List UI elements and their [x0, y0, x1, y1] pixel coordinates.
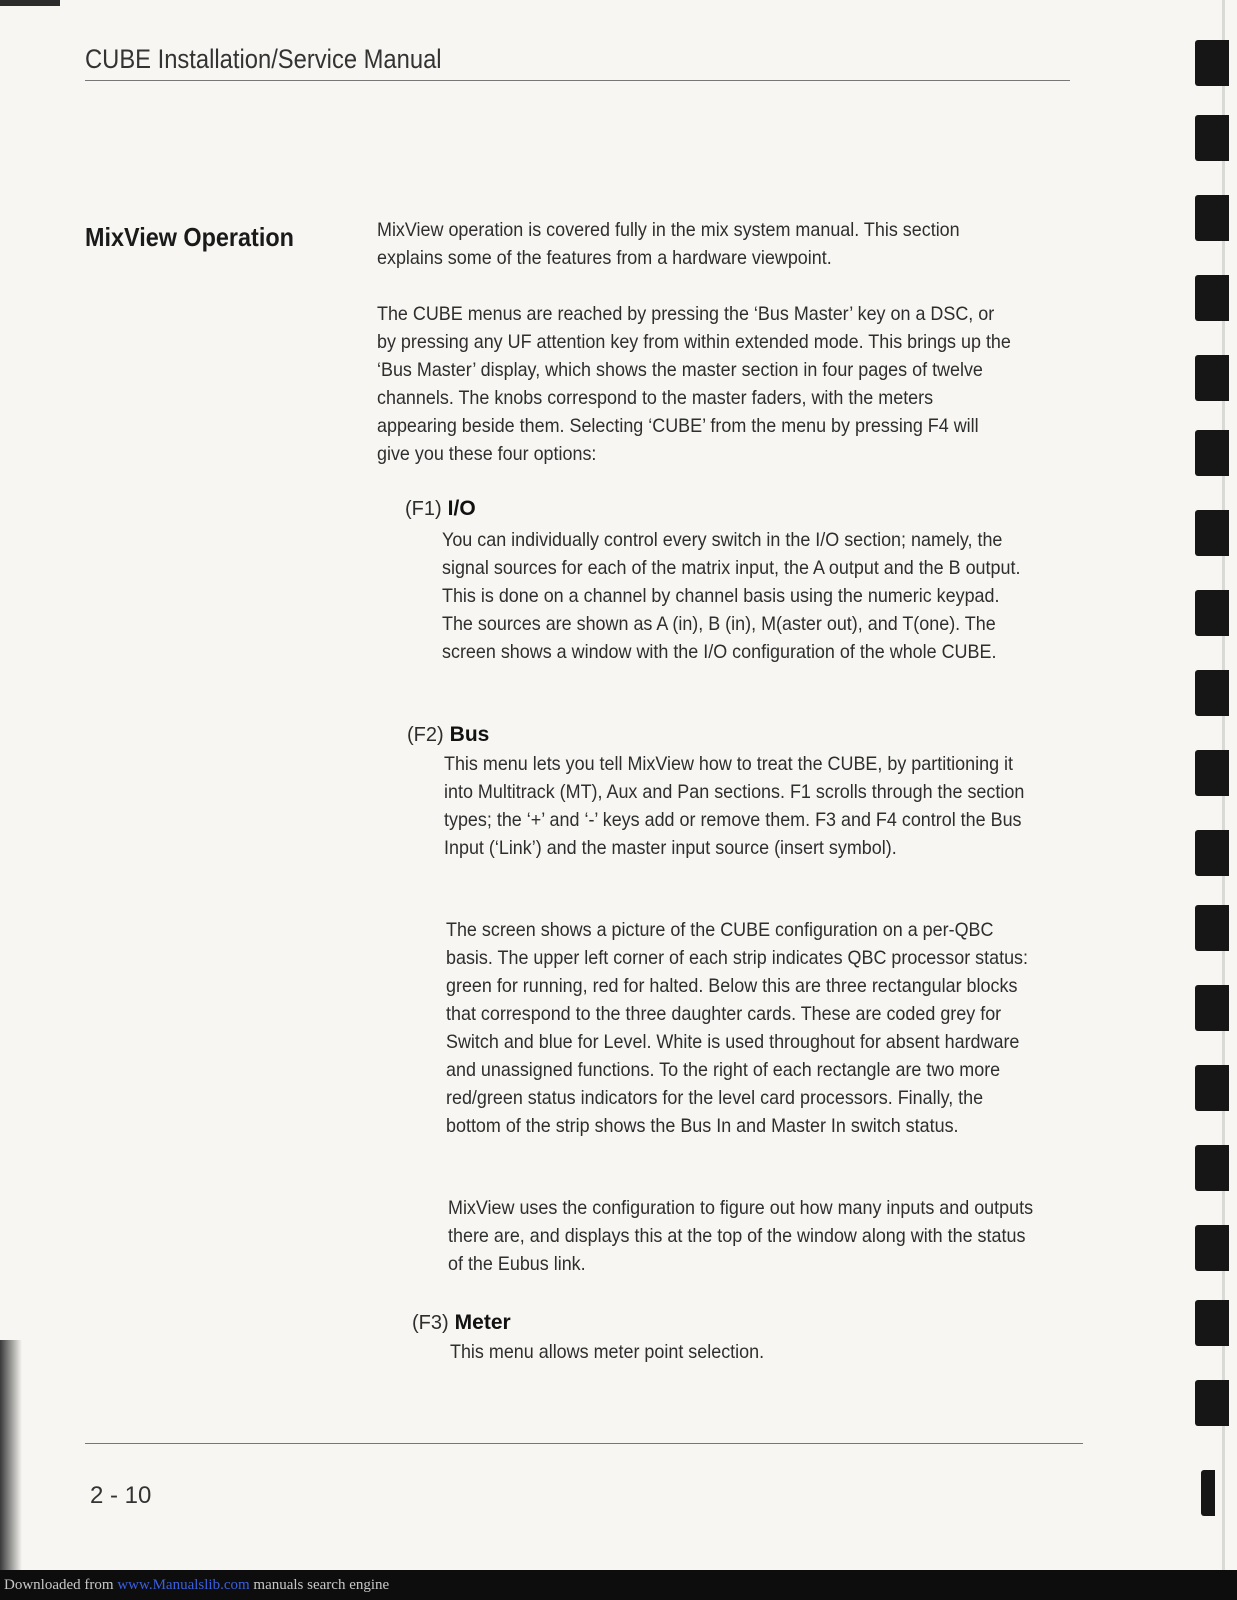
- binding-ring: [1195, 510, 1229, 556]
- option-f3-key: (F3): [412, 1312, 449, 1334]
- binding-ring: [1195, 275, 1229, 321]
- binding-ring: [1195, 590, 1229, 636]
- page-number: 2 - 10: [90, 1482, 152, 1509]
- option-f2-title: Bus: [449, 723, 490, 746]
- option-f2-key: (F2): [407, 724, 444, 746]
- section-title: MixView Operation: [85, 222, 294, 252]
- binding-ring: [1195, 1225, 1229, 1271]
- page-edge-shadow: [0, 1340, 22, 1570]
- binding-ring: [1195, 985, 1229, 1031]
- header-rule: [85, 80, 1070, 81]
- binding-ring: [1195, 355, 1229, 401]
- binding-ring: [1201, 1470, 1215, 1516]
- option-f3-heading: [412, 1311, 511, 1335]
- binding-ring: [1195, 1300, 1229, 1346]
- option-f1-title: I/O: [447, 497, 476, 520]
- option-f2-text-2: The screen shows a picture of the CUBE configuration on a per-QBC basis. The upper left corner of each strip indicates QBC processor status: green for running, red for halted. Below this are three rectangular blocks that correspond to the three daughter cards. These are coded grey for Switch and blue for Level. White is used throughout for absent hardware and unassigned functions. To the right of each rectangle are two more red/green status indicators for the level card processors. Finally, the bottom of the strip shows the Bus In and Master In switch status.: [446, 919, 1029, 1137]
- option-f2-heading: [407, 723, 489, 747]
- binding-ring: [1195, 750, 1229, 796]
- intro-text-2: The CUBE menus are reached by pressing the ‘Bus Master’ key on a DSC, or by pressing any UF attention key from within extended mode. This brings up the ‘Bus Master’ display, which shows the master section in four pages of twelve channels. The knobs correspond to the master faders, with the meters appearing beside them. Selecting ‘CUBE’ from the menu by pressing F4 will give you these four options:: [377, 303, 1011, 465]
- footer-rule: [85, 1443, 1083, 1444]
- option-f1-body: [442, 526, 1031, 666]
- option-f3-text-1: This menu allows meter point selection.: [450, 1341, 765, 1363]
- binding-ring: [1195, 1380, 1229, 1426]
- intro-paragraph-2: [377, 300, 1012, 468]
- option-f3-title: Meter: [454, 1311, 511, 1334]
- footer-link[interactable]: www.Manualslib.com: [117, 1577, 250, 1593]
- option-f3-body: [450, 1338, 1039, 1366]
- running-header: CUBE Installation/Service Manual: [85, 44, 442, 74]
- binding-ring: [1195, 905, 1229, 951]
- option-f2-text-3: MixView uses the configuration to figure out how many inputs and outputs there are, and displays this at the top of the window along with the status of the Eubus link.: [448, 1197, 1034, 1275]
- binding-ring: [1195, 430, 1229, 476]
- binding-ring: [1195, 830, 1229, 876]
- binding-ring: [1195, 1065, 1229, 1111]
- binding-ring: [1195, 115, 1229, 161]
- intro-text-1: MixView operation is covered fully in the mix system manual. This section explains some of the features from a hardware viewpoint.: [377, 219, 960, 269]
- binding-ring: [1195, 670, 1229, 716]
- footer-suffix: manuals search engine: [249, 1577, 390, 1593]
- option-f1-text-1: You can individually control every switch in the I/O section; namely, the signal sources for each of the matrix input, the A output and the B output. This is done on a channel by channel basis using the numeric keypad. The sources are shown as A (in), B (in), M(aster out), and T(one). The screen shows a window with the I/O configuration of the whole CUBE.: [442, 529, 1021, 663]
- option-f2-body-2: [446, 916, 1035, 1140]
- binding-ring: [1195, 195, 1229, 241]
- option-f1-key: (F1): [405, 498, 442, 520]
- download-footer: [0, 1570, 1237, 1600]
- footer-prefix: Downloaded from: [4, 1577, 118, 1593]
- option-f2-body-3: [448, 1194, 1037, 1278]
- scan-artifact: [0, 0, 60, 6]
- option-f2-text-1: This menu lets you tell MixView how to treat the CUBE, by partitioning it into Multitrack (MT), Aux and Pan sections. F1 scrolls through the section types; the ‘+’ and ‘-’ keys add or remove them. F3 and F4 control the Bus Input (‘Link’) and the master input source (insert symbol).: [444, 753, 1025, 859]
- option-f2-body-1: [444, 750, 1033, 862]
- binding-ring: [1195, 1145, 1229, 1191]
- option-f1-heading: [405, 497, 476, 521]
- spiral-binding: [1179, 0, 1237, 1570]
- binding-ring: [1195, 40, 1229, 86]
- intro-paragraph-1: [377, 216, 1012, 272]
